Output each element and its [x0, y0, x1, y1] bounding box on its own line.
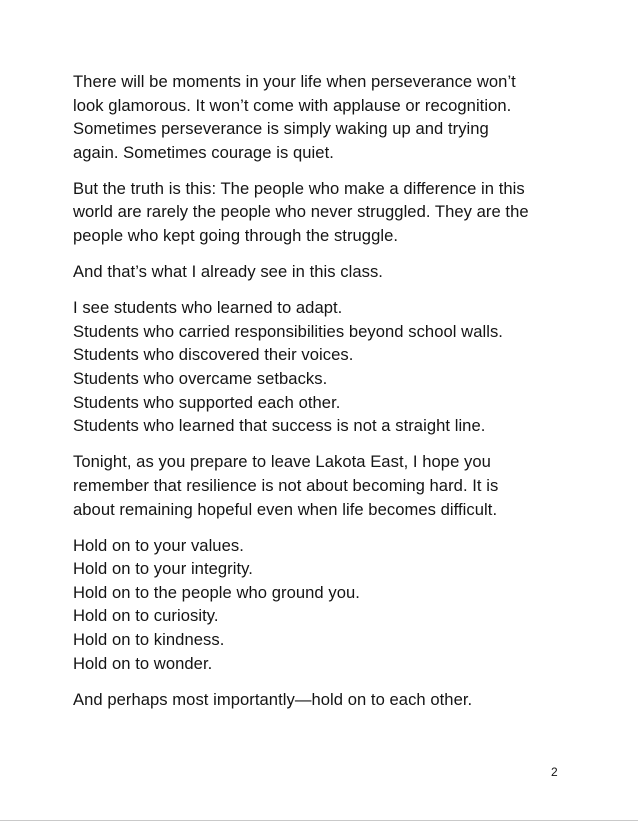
text-line: But the truth is this: The people who make a difference in this: [73, 178, 525, 198]
text-line: Hold on to wonder.: [73, 653, 213, 673]
text-line: world are rarely the people who never struggled. They are the: [73, 202, 529, 222]
text-line: Hold on to the people who ground you.: [73, 582, 360, 602]
text-line: And perhaps most importantly—hold on to each other.: [73, 689, 473, 709]
text-line: Sometimes perseverance is simply waking up and trying: [73, 119, 489, 139]
text-line: people who kept going through the struggle.: [73, 226, 399, 246]
paragraph-truth: [73, 177, 593, 248]
paragraph-closing: [73, 688, 593, 712]
text-line: Students who learned that success is not a straight line.: [73, 416, 486, 436]
text-line: Tonight, as you prepare to leave Lakota East, I hope you: [73, 452, 491, 472]
paragraph-tonight: [73, 450, 593, 521]
page-bottom-divider: [0, 820, 638, 821]
text-line: look glamorous. It won’t come with applause or recognition.: [73, 95, 512, 115]
text-line: Hold on to curiosity.: [73, 606, 219, 626]
text-line: again. Sometimes courage is quiet.: [73, 142, 334, 162]
text-line: Hold on to kindness.: [73, 629, 225, 649]
page-number: 2: [551, 765, 558, 779]
text-line: Students who discovered their voices.: [73, 345, 354, 365]
text-line: Hold on to your integrity.: [73, 559, 253, 579]
text-line: There will be moments in your life when perseverance won’t: [73, 72, 516, 91]
text-line: And that’s what I already see in this class.: [73, 262, 383, 282]
paragraph-perseverance: [73, 70, 593, 164]
text-line: Students who carried responsibilities beyond school walls.: [73, 321, 503, 341]
text-line: Hold on to your values.: [73, 535, 244, 555]
paragraph-class: [73, 260, 593, 284]
paragraph-hold-on: [73, 534, 593, 676]
paragraph-students: [73, 296, 593, 438]
text-line: about remaining hopeful even when life becomes difficult.: [73, 499, 498, 519]
text-line: I see students who learned to adapt.: [73, 298, 343, 318]
text-line: Students who overcame setbacks.: [73, 369, 328, 389]
text-line: remember that resilience is not about becoming hard. It is: [73, 475, 499, 495]
body-text: [73, 70, 593, 724]
text-line: Students who supported each other.: [73, 392, 341, 412]
